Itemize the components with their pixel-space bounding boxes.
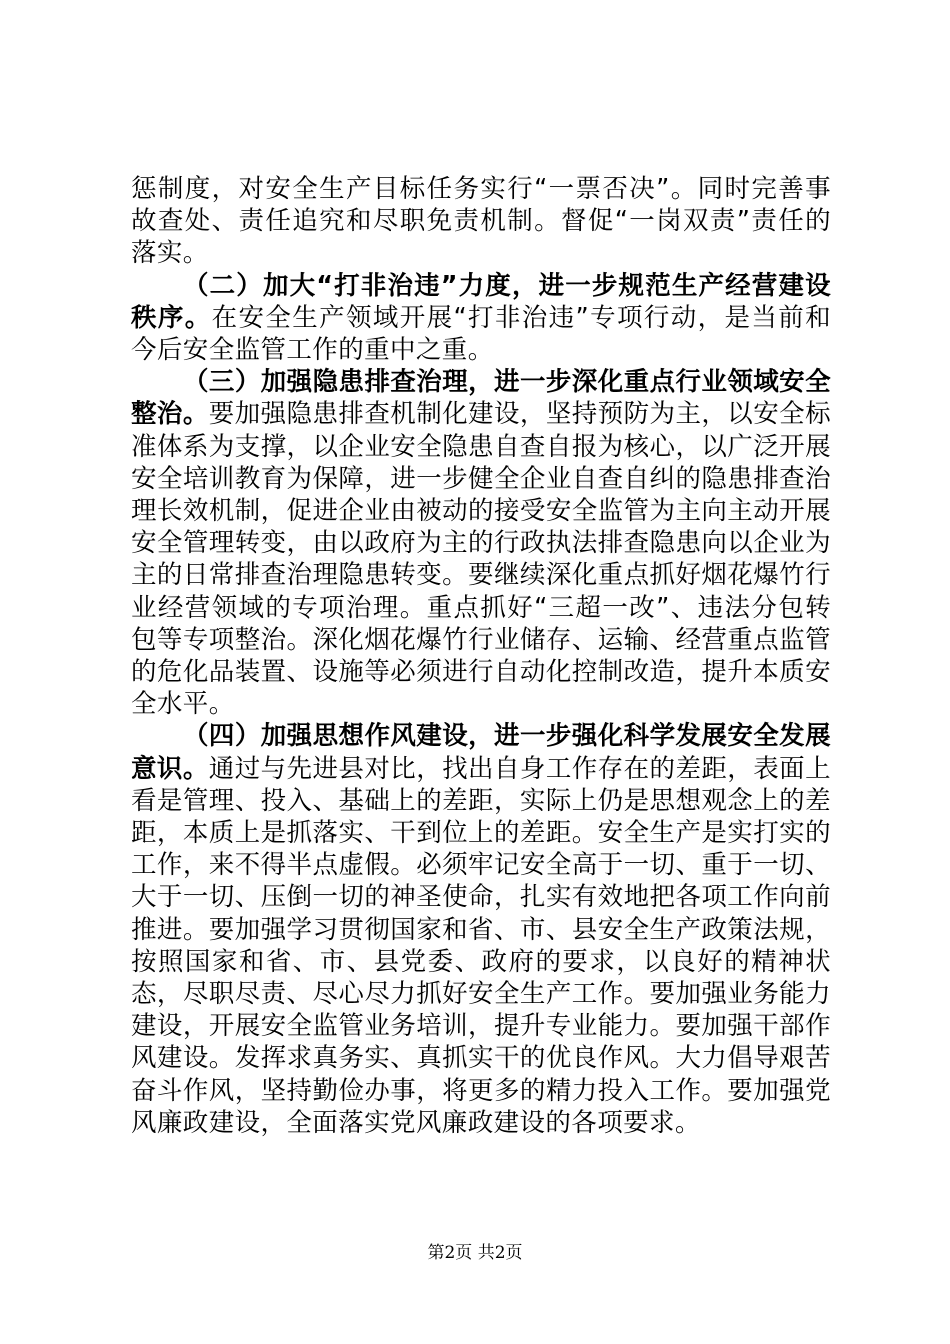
paragraph-section-2 [131,270,831,367]
paragraph-body: 惩制度，对安全生产目标任务实行“一票否决”。同时完善事故查处、责任追究和尽职免责机制。督促“一岗双责”责任的落实。 [131,174,831,269]
paragraph-section-4 [131,720,831,1139]
paragraph-section-3 [131,366,831,720]
paragraph-body: 要加强隐患排查机制化建设，坚持预防为主，以安全标准体系为支撑，以企业安全隐患自查自报为核心，以广泛开展安全培训教育为保障，进一步健全企业自查自纠的隐患排查治理长效机制，促进企业由被动的接受安全监管为主向主动开展安全管理转变，由以政府为主的行政执法排查隐患向以企业为主的日常排查治理隐患转变。要继续深化重点抓好烟花爆竹行业经营领域的专项治理。重点抓好“三超一改”、违法分包转包等专项整治。深化烟花爆竹行业储存、运输、经营重点监管的危化品装置、设施等必须进行自动化控制改造，提升本质安全水平。 [131,399,831,720]
paragraph-body: 通过与先进县对比，找出自身工作存在的差距，表面上看是管理、投入、基础上的差距，实际上仍是思想观念上的差距，本质上是抓落实、干到位上的差距。安全生产是实打实的工作，来不得半点虚假。必须牢记安全高于一切、重于一切、大于一切、压倒一切的神圣使命，扎实有效地把各项工作向前推进。要加强学习贯彻国家和省、市、县安全生产政策法规，按照国家和省、市、县党委、政府的要求，以良好的精神状态，尽职尽责、尽心尽力抓好安全生产工作。要加强业务能力建设，开展安全监管业务培训，提升专业能力。要加强干部作风建设。发挥求真务实、真抓实干的优良作风。大力倡导艰苦奋斗作风，坚持勤俭办事，将更多的精力投入工作。要加强党风廉政建设，全面落实党风廉政建设的各项要求。 [131,753,831,1138]
document-body [131,173,831,1139]
paragraph-continuation [131,173,831,270]
paragraph-body: 在安全生产领域开展“打非治违”专项行动，是当前和今后安全监管工作的重中之重。 [131,302,831,366]
section-heading: （四）加强思想作风建设，进一步强化科学发展安全发展意识。 [131,721,831,784]
section-heading: （三）加强隐患排查治理，进一步深化重点行业领域安全整治。 [131,367,831,430]
page-footer: 第2页 共2页 [427,1243,523,1263]
section-heading: （二）加大“打非治违”力度，进一步规范生产经营建设秩序。 [131,270,831,333]
